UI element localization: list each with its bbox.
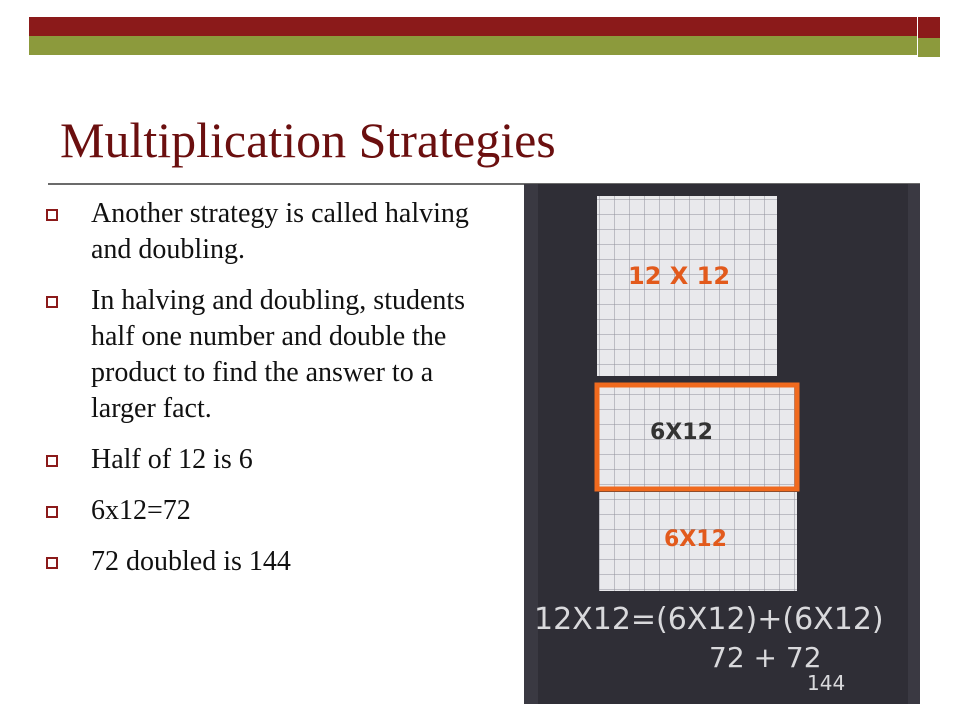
- chalk-result: 144: [807, 671, 846, 695]
- bullet-item: [46, 442, 496, 478]
- square-bullet-icon: [46, 296, 58, 308]
- top-decoration-bar: [29, 17, 917, 57]
- top-band-olive: [29, 36, 917, 55]
- grid-label-top: 12 X 12: [628, 262, 731, 290]
- bullet-text: In halving and doubling, students half one number and double the product to find the answer to a larger fact.: [91, 285, 466, 424]
- square-bullet-icon: [46, 455, 58, 467]
- grid-paper-photo: [524, 184, 920, 704]
- bullet-item: [46, 283, 496, 427]
- top-band-red: [29, 17, 917, 36]
- bullet-item: [46, 544, 496, 580]
- bullet-text: Another strategy is called halving and doubling.: [91, 198, 469, 265]
- bullet-text: Half of 12 is 6: [91, 444, 253, 475]
- slide-title: Multiplication Strategies: [60, 112, 556, 168]
- chalk-sum: 72 + 72: [709, 641, 822, 674]
- corner-block-red: [918, 17, 940, 38]
- bullet-text: 72 doubled is 144: [91, 546, 291, 577]
- square-bullet-icon: [46, 557, 58, 569]
- corner-block-olive: [918, 38, 940, 57]
- bullet-text: 6x12=72: [91, 495, 191, 526]
- bullet-item: [46, 493, 496, 529]
- square-bullet-icon: [46, 209, 58, 221]
- square-bullet-icon: [46, 506, 58, 518]
- grid-label-bottom: 6X12: [664, 527, 727, 552]
- chalk-equation: 12X12=(6X12)+(6X12): [534, 602, 884, 637]
- bullet-item: [46, 196, 496, 268]
- grid-label-middle: 6X12: [650, 420, 713, 445]
- bullet-list: [46, 196, 496, 595]
